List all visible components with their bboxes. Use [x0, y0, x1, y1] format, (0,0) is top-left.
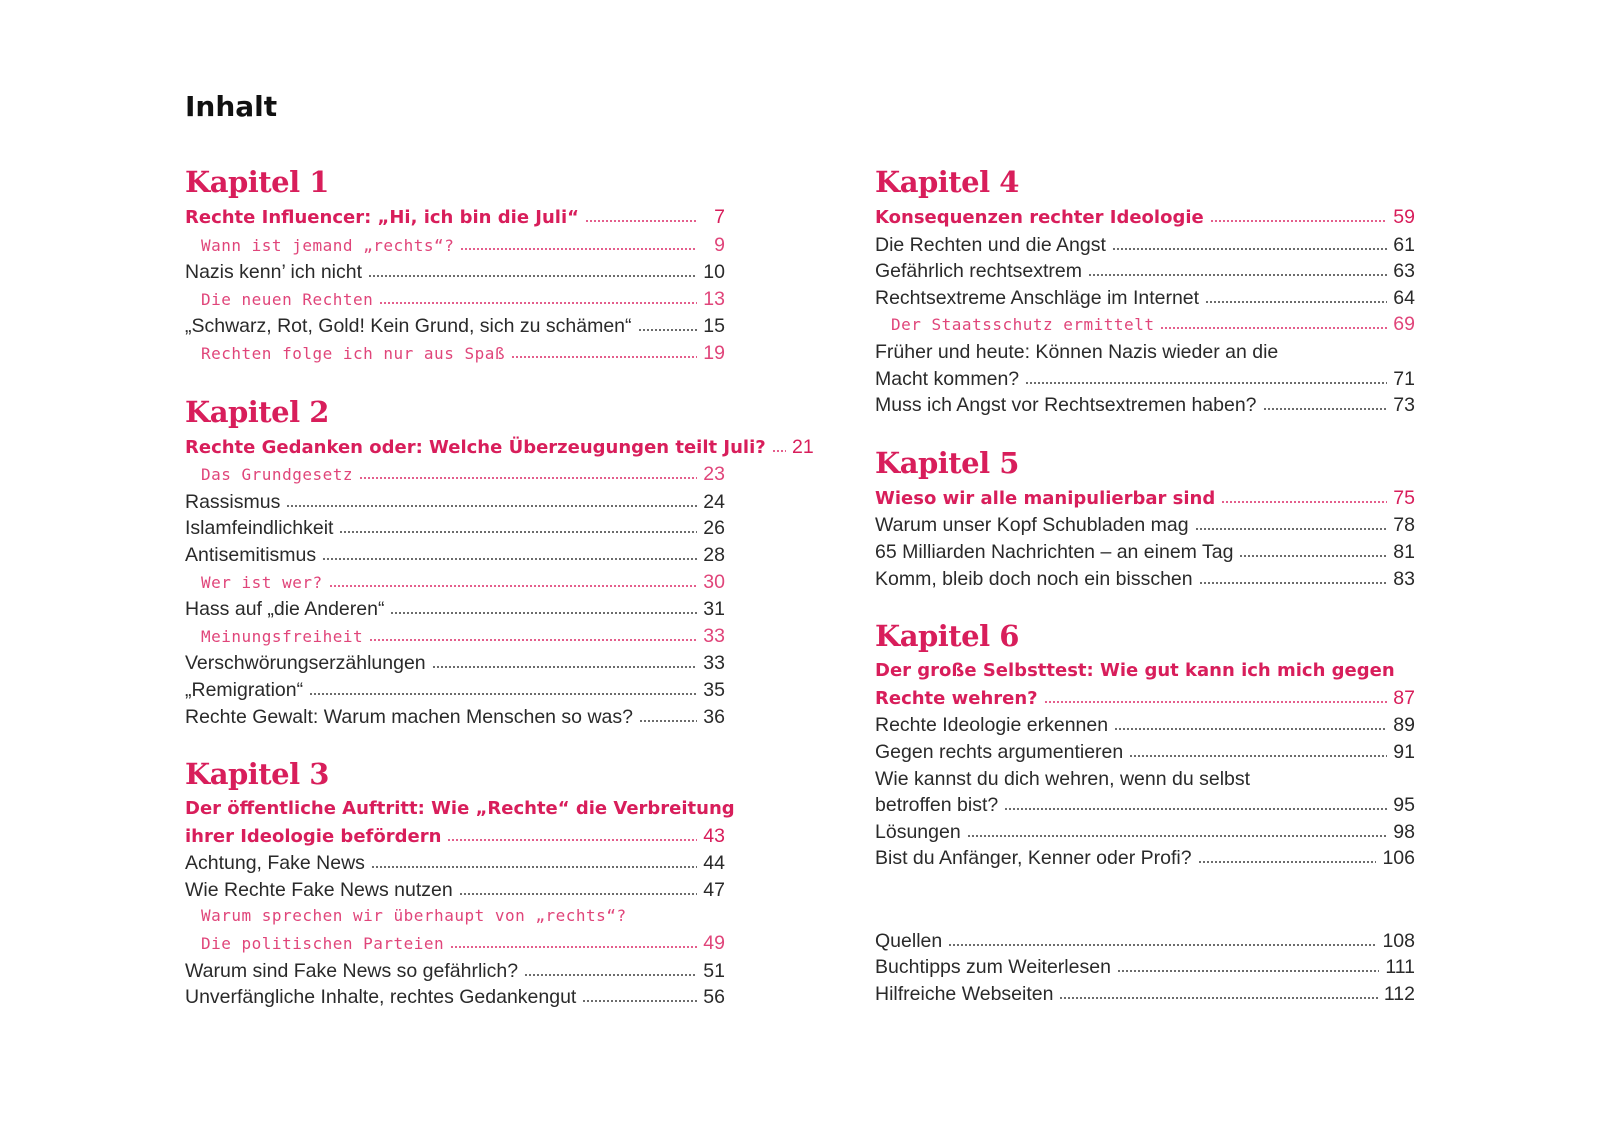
toc-entry-page: 91 — [1393, 740, 1415, 763]
toc-entry-page: 15 — [703, 315, 725, 338]
toc-entry-page: 98 — [1393, 820, 1415, 843]
toc-entry[interactable] — [185, 677, 725, 704]
dot-leader — [1112, 233, 1387, 251]
toc-entry[interactable] — [185, 930, 725, 958]
toc-entry[interactable] — [185, 704, 725, 731]
toc-entry-page: 36 — [703, 705, 725, 728]
dot-leader — [1044, 686, 1387, 704]
dot-leader — [967, 820, 1387, 838]
toc-entry-title: Lösungen — [875, 820, 961, 843]
toc-entry-title: Warum sind Fake News so gefährlich? — [185, 959, 519, 982]
chapter-section — [185, 752, 735, 1011]
toc-entry[interactable] — [185, 461, 725, 489]
toc-entry-title-line: Wie kannst du dich wehren, wenn du selbst — [875, 767, 1251, 790]
toc-entry-page: 47 — [703, 878, 725, 901]
toc-entry-title: Gefährlich rechtsextrem — [875, 260, 1082, 283]
toc-entry[interactable] — [875, 954, 1415, 981]
dot-leader — [339, 516, 697, 534]
toc-entry-title: Quellen — [875, 929, 943, 952]
toc-entry[interactable] — [875, 739, 1415, 766]
chapter-heading: Kapitel 4 — [875, 165, 1019, 199]
toc-entry[interactable] — [875, 258, 1415, 285]
toc-entry-title-line: Der große Selbsttest: Wie gut kann ich mich gegen — [875, 660, 1395, 682]
page-title: Inhalt — [185, 90, 278, 123]
dot-leader — [1239, 540, 1387, 558]
chapter-heading: Kapitel 1 — [185, 165, 329, 199]
dot-leader — [1205, 286, 1387, 304]
toc-entry-title: Warum unser Kopf Schubladen mag — [875, 514, 1189, 537]
toc-entry-page: 30 — [703, 570, 725, 593]
toc-entry-page: 31 — [703, 598, 725, 621]
toc-entry-page: 9 — [714, 233, 725, 256]
toc-entry-page: 95 — [1393, 794, 1415, 817]
toc-entry-page: 7 — [714, 206, 725, 228]
dot-leader — [379, 287, 697, 305]
toc-entry[interactable] — [875, 685, 1415, 713]
toc-entry-title: Nazis kenn’ ich nicht — [185, 261, 363, 284]
dot-leader — [1198, 846, 1377, 864]
toc-entry-title: Unverfängliche Inhalte, rechtes Gedankengut — [185, 986, 577, 1009]
dot-leader — [585, 205, 697, 223]
toc-entry[interactable] — [875, 485, 1415, 513]
dot-leader — [1160, 312, 1387, 330]
toc-entry[interactable] — [875, 845, 1415, 872]
toc-entry[interactable] — [875, 566, 1415, 593]
toc-entry-page: 59 — [1393, 206, 1415, 228]
dot-leader — [450, 931, 697, 949]
toc-entry-title: Achtung, Fake News — [185, 852, 365, 875]
toc-entry[interactable] — [875, 928, 1415, 955]
dot-leader — [369, 624, 697, 642]
toc-entry-title: Die politischen Parteien — [201, 934, 445, 954]
toc-entry[interactable] — [185, 823, 725, 851]
toc-entry[interactable] — [185, 489, 725, 516]
dot-leader — [1004, 793, 1387, 811]
toc-entry-title: Die Rechten und die Angst — [875, 233, 1106, 256]
chapter-section — [185, 160, 725, 368]
dot-leader — [638, 314, 697, 332]
toc-entry-title: Rechte Ideologie erkennen — [875, 714, 1109, 737]
dot-leader — [1088, 259, 1387, 277]
toc-entry-title: „Schwarz, Rot, Gold! Kein Grund, sich zu schämen“ — [185, 315, 632, 338]
toc-entry-title-line: Warum sprechen wir überhaupt von „rechts“? — [201, 906, 627, 926]
toc-entry[interactable] — [185, 232, 725, 260]
toc-entry-title: Buchtipps zum Weiterlesen — [875, 956, 1111, 979]
toc-entry-title-line: Früher und heute: Können Nazis wieder an die — [875, 340, 1279, 363]
toc-entry[interactable] — [185, 340, 725, 368]
dot-leader — [359, 462, 697, 480]
toc-entry-page: 26 — [703, 517, 725, 540]
dot-leader — [1263, 393, 1387, 411]
toc-entry[interactable] — [875, 204, 1415, 232]
toc-entry-title: Wieso wir alle manipulierbar sind — [875, 487, 1216, 509]
appendix-section — [875, 928, 1415, 1008]
toc-entry-page: 78 — [1393, 514, 1415, 537]
toc-entry[interactable] — [185, 650, 725, 677]
chapter-heading: Kapitel 6 — [875, 619, 1019, 654]
toc-entry-page: 21 — [791, 435, 814, 458]
dot-leader — [286, 490, 697, 508]
toc-entry-title: Meinungsfreiheit — [201, 626, 364, 646]
chapter-heading: Kapitel 2 — [185, 394, 329, 429]
toc-entry-title: Wer ist wer? — [201, 572, 323, 592]
toc-entry-page: 49 — [703, 932, 725, 955]
toc-entry-page: 73 — [1393, 394, 1415, 417]
toc-entry-page: 75 — [1393, 486, 1415, 509]
toc-entry-page: 19 — [703, 341, 725, 364]
dot-leader — [1059, 982, 1377, 1000]
toc-entry-title: Rechtsextreme Anschläge im Internet — [875, 286, 1200, 309]
toc-entry-page: 83 — [1393, 567, 1415, 590]
dot-leader — [582, 985, 697, 1003]
dot-leader — [1129, 740, 1387, 758]
toc-entry[interactable] — [185, 204, 725, 232]
dot-leader — [329, 570, 697, 588]
toc-entry-title: Rechte Gedanken oder: Welche Überzeugungen teilt Juli? — [185, 436, 766, 458]
toc-entry-title: Verschwörungserzählungen — [185, 652, 426, 675]
toc-entry-title: Rechte Influencer: „Hi, ich bin die Juli“ — [185, 207, 579, 228]
toc-entry[interactable] — [875, 512, 1415, 539]
toc-entry-page: 51 — [703, 959, 725, 982]
toc-column-right — [875, 160, 1415, 1008]
toc-column-left — [185, 160, 814, 1033]
dot-leader — [390, 597, 697, 615]
dot-leader — [639, 705, 697, 723]
toc-entry-page: 13 — [703, 287, 725, 310]
dot-leader — [447, 824, 697, 842]
toc-entry[interactable] — [875, 712, 1415, 739]
toc-entry[interactable] — [875, 539, 1415, 566]
toc-entry-title: Antisemitismus — [185, 543, 317, 566]
dot-leader — [309, 678, 697, 696]
toc-entry-page: 69 — [1393, 313, 1415, 336]
dot-leader — [322, 543, 697, 561]
dot-leader — [1117, 955, 1379, 973]
toc-entry-page: 43 — [703, 824, 725, 847]
toc-entry[interactable] — [185, 286, 725, 314]
dot-leader — [459, 878, 697, 896]
dot-leader — [772, 435, 786, 453]
dot-leader — [368, 260, 697, 278]
toc-entry-page: 56 — [703, 986, 725, 1009]
dot-leader — [432, 651, 697, 669]
toc-entry[interactable] — [185, 877, 725, 904]
dot-leader — [1210, 205, 1387, 223]
toc-entry[interactable] — [185, 542, 725, 569]
toc-entry-title: Rechte wehren? — [875, 687, 1038, 709]
dot-leader — [511, 341, 697, 359]
toc-entry-title: Das Grundgesetz — [201, 465, 353, 485]
toc-entry-page: 89 — [1393, 714, 1415, 737]
toc-entry[interactable] — [185, 569, 725, 597]
toc-entry-title: Rechte Gewalt: Warum machen Menschen so was? — [185, 705, 633, 728]
toc-entry-title: Der Staatsschutz ermittelt — [891, 315, 1155, 335]
toc-entry-page: 33 — [703, 652, 725, 675]
toc-entry-title: Hilfreiche Webseiten — [875, 983, 1054, 1006]
toc-entry-page: 44 — [703, 852, 725, 875]
toc-entry-title: Komm, bleib doch noch ein bisschen — [875, 567, 1193, 590]
toc-entry-title: Muss ich Angst vor Rechtsextremen haben? — [875, 394, 1257, 417]
toc-entry-page: 106 — [1382, 847, 1415, 870]
toc-entry-page: 71 — [1393, 367, 1415, 390]
dot-leader — [1195, 513, 1387, 531]
toc-entry-title: Hass auf „die Anderen“ — [185, 598, 385, 621]
dot-leader — [524, 959, 697, 977]
toc-entry-title: Wie Rechte Fake News nutzen — [185, 878, 453, 901]
toc-entry-title: betroffen bist? — [875, 794, 999, 817]
dot-leader — [1221, 486, 1387, 504]
chapter-heading: Kapitel 3 — [185, 757, 329, 792]
toc-entry[interactable] — [185, 313, 725, 340]
toc-entry-title: 65 Milliarden Nachrichten – an einem Tag — [875, 540, 1234, 563]
toc-entry-page: 61 — [1393, 233, 1415, 256]
toc-entry-page: 28 — [703, 543, 725, 566]
toc-entry-page: 81 — [1393, 540, 1415, 563]
chapter-section — [875, 160, 1415, 419]
toc-entry-title: Islamfeindlichkeit — [185, 517, 334, 540]
toc-entry[interactable] — [185, 259, 725, 286]
toc-entry[interactable] — [185, 623, 725, 651]
toc-entry[interactable] — [185, 958, 725, 985]
toc-entry-page: 63 — [1393, 260, 1415, 283]
dot-leader — [460, 233, 697, 251]
toc-entry-page: 24 — [703, 490, 725, 513]
toc-entry-page: 111 — [1385, 956, 1415, 979]
toc-entry[interactable] — [185, 515, 725, 542]
dot-leader — [371, 851, 697, 869]
toc-entry-title-line: Der öffentliche Auftritt: Wie „Rechte“ die Verbreitung — [185, 798, 735, 820]
chapter-section — [875, 441, 1415, 592]
toc-entry-title: Bist du Anfänger, Kenner oder Profi? — [875, 847, 1192, 870]
toc-entry-title: Macht kommen? — [875, 367, 1020, 390]
toc-entry-title: ihrer Ideologie befördern — [185, 825, 442, 847]
toc-entry[interactable] — [185, 850, 725, 877]
toc-entry-page: 23 — [703, 463, 725, 486]
toc-entry[interactable] — [875, 792, 1415, 819]
toc-entry-page: 112 — [1383, 983, 1415, 1006]
chapter-section — [875, 614, 1415, 872]
toc-entry-page: 10 — [703, 261, 725, 284]
toc-entry[interactable] — [875, 285, 1415, 312]
toc-entry-title: Rechten folge ich nur aus Spaß — [201, 343, 505, 363]
dot-leader — [1199, 567, 1387, 585]
toc-entry[interactable] — [875, 392, 1415, 419]
dot-leader — [1025, 367, 1387, 385]
dot-leader — [1114, 713, 1387, 731]
toc-entry[interactable] — [185, 596, 725, 623]
chapter-heading: Kapitel 5 — [875, 445, 1019, 480]
toc-entry-title: Konsequenzen rechter Ideologie — [875, 207, 1204, 228]
toc-entry-page: 35 — [703, 678, 725, 701]
toc-entry-page: 64 — [1393, 286, 1415, 309]
toc-entry-page: 87 — [1393, 686, 1415, 709]
dot-leader — [948, 929, 1376, 947]
toc-entry-page: 108 — [1382, 929, 1415, 952]
chapter-section — [185, 390, 814, 731]
toc-entry[interactable] — [185, 984, 725, 1011]
toc-entry[interactable] — [875, 311, 1415, 339]
toc-entry-title: Rassismus — [185, 490, 281, 513]
toc-entry[interactable] — [875, 232, 1415, 259]
toc-entry[interactable] — [875, 366, 1415, 393]
toc-entry-title: Wann ist jemand „rechts“? — [201, 235, 455, 255]
toc-entry[interactable] — [875, 819, 1415, 846]
toc-entry-title: Die neuen Rechten — [201, 289, 374, 309]
toc-entry-title: „Remigration“ — [185, 678, 304, 701]
toc-entry-page: 33 — [703, 624, 725, 647]
toc-entry-title: Gegen rechts argumentieren — [875, 740, 1124, 763]
toc-entry[interactable] — [875, 981, 1415, 1008]
toc-entry[interactable] — [185, 434, 814, 462]
